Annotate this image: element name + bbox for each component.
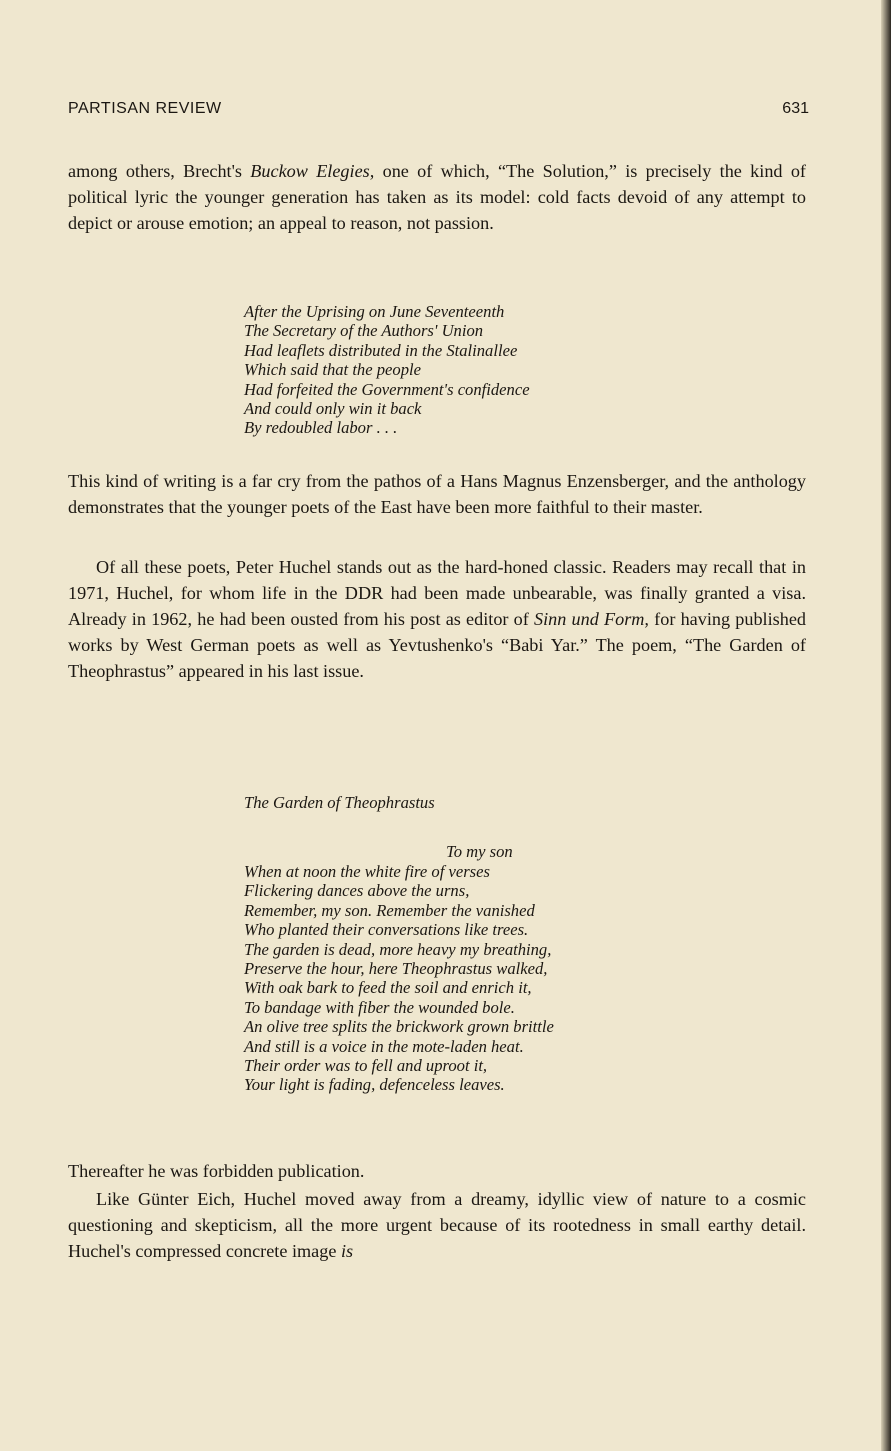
poem-line: Remember, my son. Remember the vanished xyxy=(244,900,535,920)
journal-title-sinn-und-form: Sinn und Form, xyxy=(534,609,649,629)
poem-the-solution xyxy=(244,302,530,438)
poem-line: Who planted their conversations like trees. xyxy=(244,920,529,940)
poem-line: Flickering dances above the urns, xyxy=(244,881,470,901)
paragraph-gunter-eich: Like Günter Eich, Huchel moved away from a dreamy, idyllic view of nature to a cosmic questioning and skepticism, all the more urgent because of its rootedness in small earthy detail. Huchel's compressed concrete image is xyxy=(68,1189,806,1261)
paragraph-brecht-solution: among others, Brecht's Buckow Elegies, one of which, “The Solution,” is precisely the kind of political lyric the younger generation has taken as its model: cold facts devoid of any attempt to depict or arouse emotion; an appeal to reason, not passion. xyxy=(68,161,806,233)
poem-line: An olive tree splits the brickwork grown brittle xyxy=(244,1017,554,1037)
paragraph-huchel: Of all these poets, Peter Huchel stands out as the hard-honed classic. Readers may recall that in 1971, Huchel, for whom life in the DDR had been made unbearable, was finally granted a visa. Already in 1962, he had been ousted from his post as editor of Sinn und Form, for having published works by West German poets as well as Yevtushenko's “Babi Yar.” The poem, “The Garden of Theophrastus” appeared in his last issue. xyxy=(68,557,806,681)
poem-line: Had forfeited the Government's confidence xyxy=(244,379,530,399)
poem-line: When at noon the white fire of verses xyxy=(244,862,490,881)
poem-line: Which said that the people xyxy=(244,360,421,380)
poem-line: The garden is dead, more heavy my breathing, xyxy=(244,939,552,959)
page-binding-shadow xyxy=(881,0,891,1451)
page-number: 631 xyxy=(782,100,809,117)
poem-garden-of-theophrastus xyxy=(244,862,554,1095)
poem-line: Their order was to fell and uproot it, xyxy=(244,1056,488,1076)
poem-title: The Garden of Theophrastus xyxy=(244,793,435,812)
poem-line: Had leaflets distributed in the Stalinallee xyxy=(244,340,518,360)
poem-line: By redoubled labor . . . xyxy=(244,418,398,438)
poem-line: And could only win it back xyxy=(244,399,422,419)
poem-line: With oak bark to feed the soil and enrich it, xyxy=(244,978,532,998)
poem-line: After the Uprising on June Seventeenth xyxy=(244,302,505,321)
poem-line: To bandage with fiber the wounded bole. xyxy=(244,997,515,1017)
poem-line: Preserve the hour, here Theophrastus walked, xyxy=(244,959,548,979)
poem-dedication: To my son xyxy=(446,842,513,861)
paragraph-enzensberger: This kind of writing is a far cry from the pathos of a Hans Magnus Enzensberger, and the anthology demonstrates that the younger poets of the East have been more faithful to their master. xyxy=(68,471,806,517)
paragraph-forbidden-publication: Thereafter he was forbidden publication. xyxy=(68,1161,365,1181)
poem-line: The Secretary of the Authors' Union xyxy=(244,321,484,341)
poem-line: And still is a voice in the mote-laden heat. xyxy=(244,1036,524,1056)
running-header: PARTISAN REVIEW xyxy=(68,100,222,117)
book-title-buckow-elegies: Buckow Elegies, xyxy=(250,161,375,181)
poem-line: Your light is fading, defenceless leaves. xyxy=(244,1075,505,1095)
